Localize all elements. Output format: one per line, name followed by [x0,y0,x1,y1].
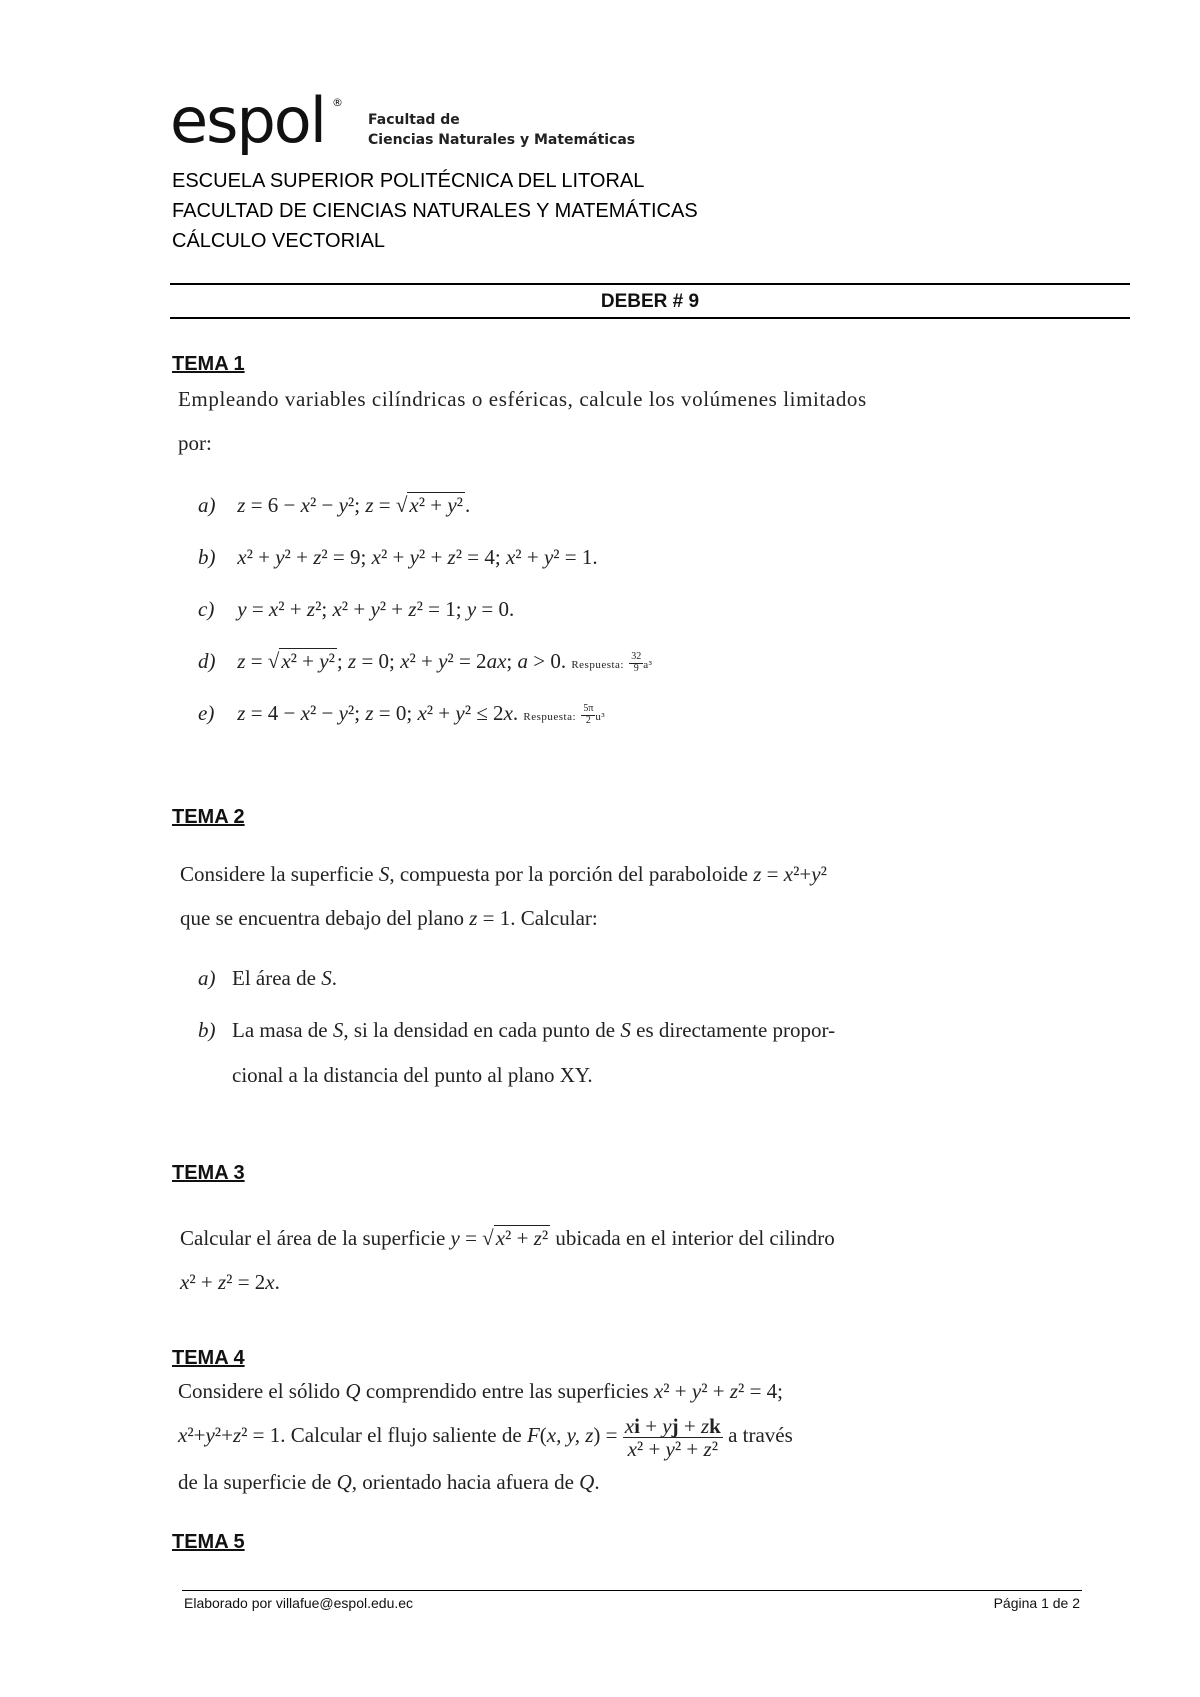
footer-rule [182,1590,1082,1591]
equation: y = x² + z²; x² + y² + z² = 1; y = 0. [237,597,515,621]
heading-line3: CÁLCULO VECTORIAL [172,230,386,252]
heading-line1: ESCUELA SUPERIOR POLITÉCNICA DEL LITORAL [172,170,645,192]
text: de la superficie de [178,1469,337,1494]
fraction-denominator: 9 [633,662,639,674]
tema4-body [178,1369,1008,1504]
tema3-line1: Calcular el área de la superficie y = √x² + z² ubicada en el interior del cilindro [180,1226,835,1250]
tema2-item-a: a) El área de S. [198,963,337,993]
text: es directamente propor- [630,1018,836,1042]
tema4-line2: x²+y²+z² = 1. Calcular el flujo saliente de F(x, y, z) = $\frac{xi + yj + zk}{\text{x² + y² + z²}}$ a través [178,1413,793,1461]
equation: z = √x² + y²; z = 0; x² + y² = 2ax; a > 0. [237,649,567,673]
text: La masa de [232,1018,333,1042]
answer-label: Respuesta: [523,711,577,723]
text: comprendido entre las superficies [360,1379,654,1403]
top-rule [170,283,1130,285]
deber-title: DEBER # 9 [600,291,700,312]
tema3-body [180,1216,1010,1304]
logo-faculty-line2: Ciencias Naturales y Matemáticas [368,132,636,148]
footer-page-number: Página 1 de 2 [993,1595,1080,1611]
tema2-item-b-cont: cional a la distancia del punto al plano XY. [232,1063,593,1087]
tema2-item-b: b) La masa de S, si la densidad en cada punto de S es directamente propor- [198,1015,835,1045]
footer-author: Elaborado por villafue@espol.edu.ec [184,1595,414,1611]
text: . Calcular el flujo saliente de [280,1423,527,1447]
answer-label: Respuesta: [571,659,624,671]
tema3-title: TEMA 3 [172,1162,245,1184]
text: ubicada en el interior del cilindro [550,1226,835,1250]
item-label: a) [198,966,216,990]
tema5-title: TEMA 5 [172,1531,245,1553]
fraction-numerator: 5π [583,703,594,715]
equation: z = 4 − x² − y²; z = 0; x² + y² ≤ 2x. [237,701,519,725]
equation: z = 6 − x² − y²; z = √x² + y². [237,493,471,517]
answer-units: a³ [643,659,653,671]
tema1-item-a [198,490,470,520]
answer-units: u³ [595,711,606,723]
bottom-rule [170,317,1130,319]
tema3-line2: x² + z² = 2x. [180,1270,280,1294]
answer-fraction [581,704,595,726]
text: que se encuentra debajo del plano [180,906,470,930]
espol-logo [170,84,730,166]
heading-line2: FACULTAD DE CIENCIAS NATURALES Y MATEMÁTICAS [172,200,698,222]
item-label: b) [198,1018,216,1042]
logo-wordmark: espol [170,84,325,157]
text: Considere la superficie [180,862,379,886]
item-label: b) [198,545,216,569]
text: . Calcular: [510,906,598,930]
tema2-title: TEMA 2 [172,806,245,828]
text: Considere el sólido [178,1379,346,1403]
item-label: c) [198,597,215,621]
fraction-numerator: 32 [631,651,642,663]
text: El área de [232,966,322,990]
institution-heading [172,166,698,256]
fraction-denominator: 2 [585,714,591,726]
registered-mark: ® [332,96,343,109]
item-label: a) [198,493,216,517]
text: , compuesta por la porción del paraboloide [389,862,754,886]
logo-faculty-text [368,110,635,150]
tema1-item-d [198,646,652,680]
tema2-intro [180,852,1010,940]
text: , si la densidad en cada punto de [343,1018,621,1042]
text: Calcular el área de la superficie [180,1226,451,1250]
answer-fraction [629,652,643,674]
text: , orientado hacia afuera de [351,1469,580,1494]
tema1-item-e [198,698,605,732]
tema4-title: TEMA 4 [172,1347,245,1369]
equation: x² + y² + z² = 9; x² + y² + z² = 4; x² + y² = 1. [237,545,598,569]
logo-faculty-line1: Facultad de [368,112,460,128]
tema4-line3: de la superficie de Q, orientado hacia afuera de Q. [178,1469,600,1494]
tema4-line1: Considere el sólido Q comprendido entre las superficies x² + y² + z² = 4; [178,1379,784,1403]
tema2-line1: Considere la superficie S, compuesta por la porción del paraboloide z = x²+y² [180,862,827,886]
tema1-item-b [198,542,598,572]
item-label: e) [198,701,215,725]
tema1-intro-line1: Empleando variables cilíndricas o esféricas, calcule los volúmenes limitados [178,387,867,411]
tema1-intro [178,377,998,465]
item-label: d) [198,649,216,673]
tema1-title: TEMA 1 [172,353,245,375]
flux-fraction: $\frac{xi + yj + zk}{\text{x² + y² + z²}}$ [624,1413,721,1461]
text: a través [722,1423,793,1447]
tema1-item-c [198,594,514,624]
tema1-intro-line2: por: [178,431,212,455]
tema2-line2: que se encuentra debajo del plano z = 1. Calcular: [180,906,598,930]
